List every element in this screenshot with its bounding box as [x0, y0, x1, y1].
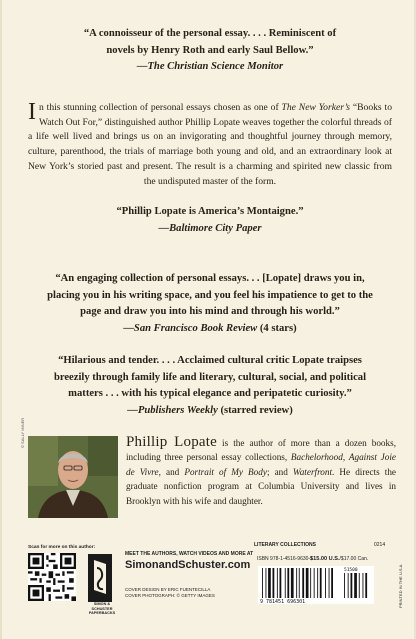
- barcode-bar: [325, 568, 326, 598]
- price-us: $15.00 U.S.: [310, 556, 340, 562]
- quote-publishers-weekly: [28, 353, 392, 419]
- barcode-bar: [299, 568, 300, 598]
- quote-rating: (4 stars): [257, 322, 297, 334]
- cover-design-credit: COVER DESIGN BY ERIC FUENTECILLA: [125, 587, 211, 592]
- quote-note: (starred review): [217, 404, 293, 416]
- quote-baltimore: [42, 204, 378, 237]
- barcode-bar: [320, 568, 322, 598]
- author-photo: [28, 436, 118, 518]
- barcode-bar: [291, 568, 294, 598]
- barcode-bar: [266, 568, 267, 598]
- description-text: n this stunning collection of personal essays chosen as one of: [39, 102, 282, 113]
- footer: [2, 540, 416, 639]
- barcode-addon-bar: [348, 573, 349, 598]
- quote-text: “Phillip Lopate is America’s Montaigne.”: [116, 206, 304, 217]
- top-quote-line: novels by Henry Roth and early Saul Bellow.”: [106, 44, 314, 56]
- quote-line: matters . . . with his typical elegance and peripatetic curiosity.”: [68, 388, 352, 399]
- cover-photo-credit: COVER PHOTOGRAPH: © GETTY IMAGES: [125, 593, 215, 598]
- price-can: /$17.00 Can.: [339, 556, 369, 562]
- publisher-name: SIMON & SCHUSTER PAPERBACKS: [88, 602, 116, 616]
- barcode-addon-bar: [365, 573, 367, 598]
- bio-text: , and: [158, 466, 185, 477]
- publisher-website-link[interactable]: SimonandSchuster.com: [125, 559, 251, 571]
- barcode-bar: [314, 568, 315, 598]
- barcode-bar: [280, 568, 282, 598]
- barcode-icon: [258, 566, 374, 604]
- barcode-bar: [262, 568, 263, 598]
- bio-text: ; and: [266, 466, 293, 477]
- barcode-addon-bar: [344, 573, 345, 598]
- barcode-bar: [306, 568, 309, 598]
- author-portrait-image: [28, 436, 118, 518]
- barcode-addon-bar: [363, 573, 364, 598]
- quote-line: breezily through family life and literary, cultural, social, and political: [53, 371, 367, 383]
- barcode-bar: [310, 568, 311, 598]
- author-name: Phillip Lopate: [126, 434, 217, 450]
- publisher-logo-icon: [88, 554, 112, 602]
- top-quote-attribution: —The Christian Science Monitor: [136, 61, 284, 72]
- description-text: “Books to Watch Out For,” distinguished author Phillip Lopate weaves together the colorful threads of a life well lived and brings us on an invigorating and thoughtful journey through memory, culture, parenthood, the trials of marriage both young and old, and an extraordinary look at New York’s storied past and present. The result is a charming and spirited new classic from the undisputed master of the form.: [28, 102, 392, 187]
- cover-credits: [125, 587, 215, 599]
- website-prompt: MEET THE AUTHORS, WATCH VIDEOS AND MORE AT: [125, 551, 254, 557]
- magazine-title: The New Yorker’s: [281, 102, 351, 113]
- barcode-bar: [329, 568, 330, 598]
- isbn: ISBN 978-1-4516-9630-1: [257, 556, 313, 562]
- quote-attribution: —Baltimore City Paper: [158, 222, 262, 234]
- barcode-bar: [331, 568, 333, 598]
- book-title: Against Joie de Vivre: [126, 452, 396, 477]
- barcode-bar: [273, 568, 275, 598]
- quote-sf-review: [26, 271, 394, 337]
- book-category: LITERARY COLLECTIONS: [254, 542, 316, 548]
- barcode-addon-bar: [354, 573, 357, 598]
- quote-line: page and draw you into his mind and through his world.”: [80, 306, 340, 317]
- book-title: Bachelorhood: [290, 452, 343, 463]
- barcode-addon-bar: [359, 573, 360, 598]
- top-quote: [42, 26, 378, 76]
- barcode-bar: [285, 568, 286, 598]
- price: [310, 556, 368, 562]
- book-title: Waterfront: [292, 466, 333, 477]
- quote-attribution: —Publishers Weekly: [127, 404, 218, 416]
- barcode-number: 9 781451 696301: [260, 599, 306, 604]
- quote-line: placing you in his writing space, and you feel his impatience to get to the: [47, 289, 373, 301]
- barcode-bar: [287, 568, 289, 598]
- barcode-bar: [268, 568, 271, 598]
- bio-text: ,: [342, 452, 349, 463]
- quote-line: “Hilarious and tender. . . . Acclaimed cultural critic Lopate traipses: [58, 355, 362, 366]
- barcode-addon: 51500: [344, 568, 358, 573]
- photo-credit: © SALLY MINER: [20, 417, 25, 448]
- barcode-bar: [277, 568, 278, 598]
- drop-cap: I: [28, 99, 36, 125]
- barcode-bar: [317, 568, 318, 598]
- book-title: Portrait of My Body: [184, 466, 267, 477]
- bio-text: is the author of more than a dozen books, including three personal essay collections,: [126, 438, 396, 463]
- author-bio: [126, 435, 396, 508]
- quote-attribution: —San Francisco Book Review: [123, 322, 258, 334]
- barcode-bar: [302, 568, 304, 598]
- quote-line: “An engaging collection of personal essays. . . [Lopate] draws you in,: [55, 273, 365, 284]
- book-description: [28, 101, 392, 189]
- scan-label: Scan for more on this author:: [28, 545, 96, 550]
- top-quote-line: “A connoisseur of the personal essay. . . . Reminiscent of: [83, 28, 337, 39]
- category-code: 0214: [374, 542, 386, 548]
- bio-text: . He directs the graduate nonfiction program at Columbia University and lives in Brooklyn with his wife and daughter.: [126, 466, 396, 506]
- printed-in: PRINTED IN THE U.S.A.: [398, 563, 403, 608]
- barcode-addon-bar: [351, 573, 353, 598]
- barcode-bar: [296, 568, 297, 598]
- qr-code-icon[interactable]: [28, 553, 76, 601]
